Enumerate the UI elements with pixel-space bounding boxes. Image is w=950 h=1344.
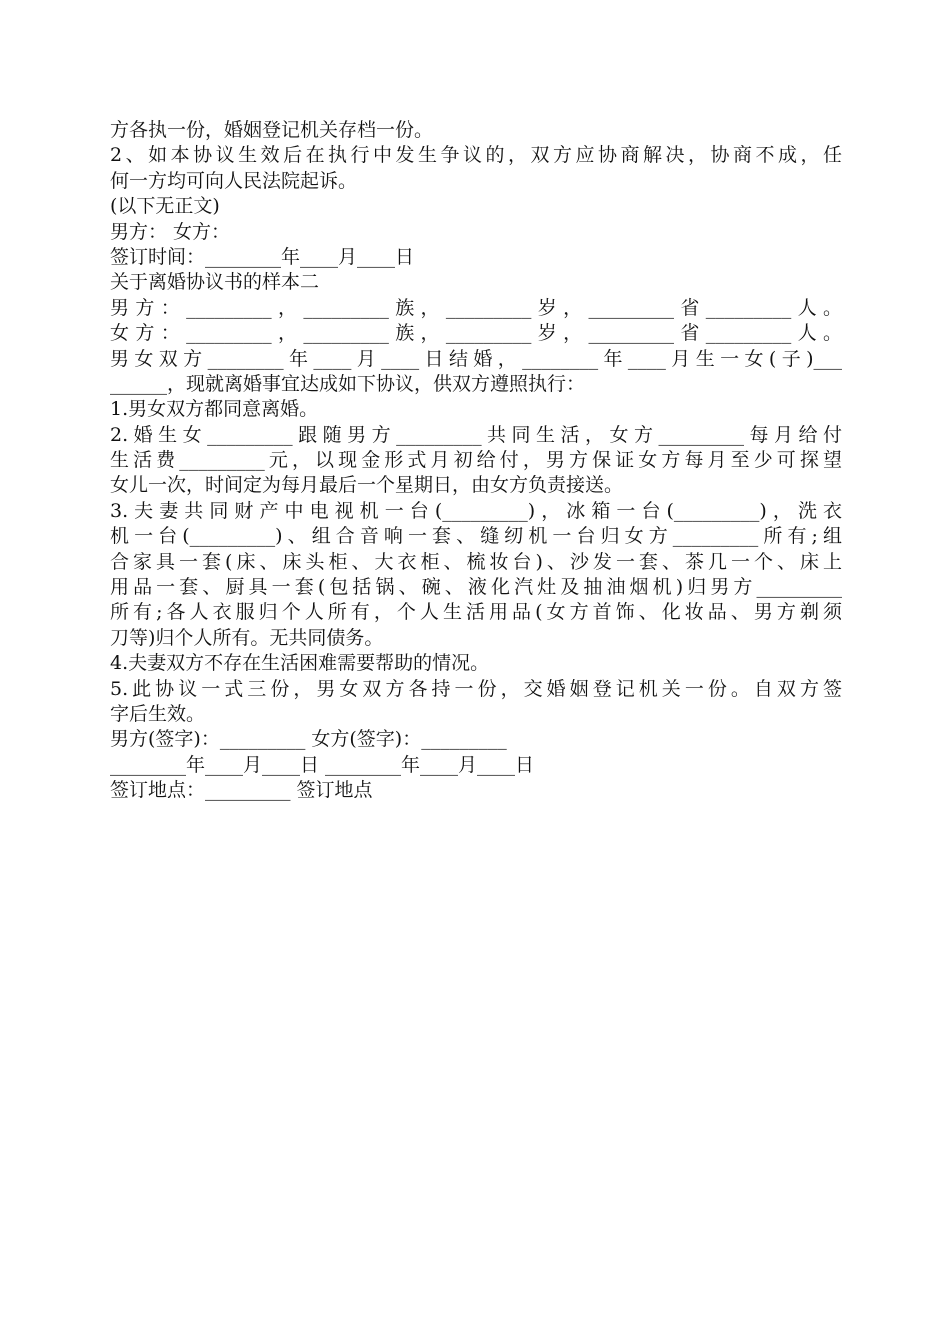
clause-3-line-2: 机一台(_________)、组合音响一套、缝纫机一台归女方_________所有;组	[110, 525, 842, 548]
marriage-info-line: 男女双方________年____月____日结婚，________年____月生一女(子)___	[110, 347, 842, 370]
clause-2-line-2: 生活费_________元，以现金形式月初给付，男方保证女方每月至少可探望	[110, 449, 842, 472]
clause-2-line-3: 女儿一次，时间定为每月最后一个星期日，由女方负责接送。	[110, 474, 624, 497]
clause-3-line-1: 3.夫妻共同财产中电视机一台(_________)，冰箱一台(_________)，洗衣	[110, 499, 842, 522]
female-party-line: 女方：_________，_________族，_________岁，_________省_________人。	[110, 322, 842, 345]
signing-time-line: 签订时间：________年____月____日	[110, 245, 415, 268]
text-line-2: 2、如本协议生效后在执行中发生争议的，双方应协商解决，协商不成，任	[110, 144, 842, 167]
text-line-1: 方各执一份，婚姻登记机关存档一份。	[110, 119, 434, 141]
document-page	[110, 118, 842, 804]
clause-3-line-5: 所有;各人衣服归个人所有，个人生活用品(女方首饰、化妆品、男方剃须	[110, 601, 842, 624]
signature-date-line: ________年____月____日 ________年____月____日	[110, 753, 535, 776]
sample-two-heading: 关于离婚协议书的样本二	[110, 271, 320, 294]
text-line-4: (以下无正文)	[110, 195, 220, 218]
clause-5-line-1: 5.此协议一式三份，男女双方各持一份，交婚姻登记机关一份。自双方签	[110, 677, 842, 700]
text-line-5: 男方： 女方：	[110, 220, 231, 243]
clause-4: 4.夫妻双方不存在生活困难需要帮助的情况。	[110, 652, 490, 675]
text-line-3: 何一方均可向人民法院起诉。	[110, 169, 358, 192]
text-line-11: ______，现就离婚事宜达成如下协议，供双方遵照执行：	[110, 372, 586, 395]
signing-place-line: 签订地点：_________ 签订地点	[110, 779, 373, 802]
clause-5-line-2: 字后生效。	[110, 702, 206, 725]
male-party-line: 男方：_________，_________族，_________岁，_________省_________人。	[110, 296, 842, 319]
signature-line: 男方(签字)：_________ 女方(签字)：_________	[110, 728, 507, 751]
clause-2-line-1: 2.婚生女_________跟随男方_________共同生活，女方_________每月给付	[110, 423, 842, 446]
clause-3-line-6: 刀等)归个人所有。无共同债务。	[110, 626, 384, 649]
clause-3-line-4: 用品一套、厨具一套(包括锅、碗、液化汽灶及抽油烟机)归男方_________	[110, 576, 842, 599]
clause-3-line-3: 合家具一套(床、床头柜、大衣柜、梳妆台)、沙发一套、茶几一个、床上	[110, 550, 842, 573]
clause-1: 1.男女双方都同意离婚。	[110, 398, 319, 421]
